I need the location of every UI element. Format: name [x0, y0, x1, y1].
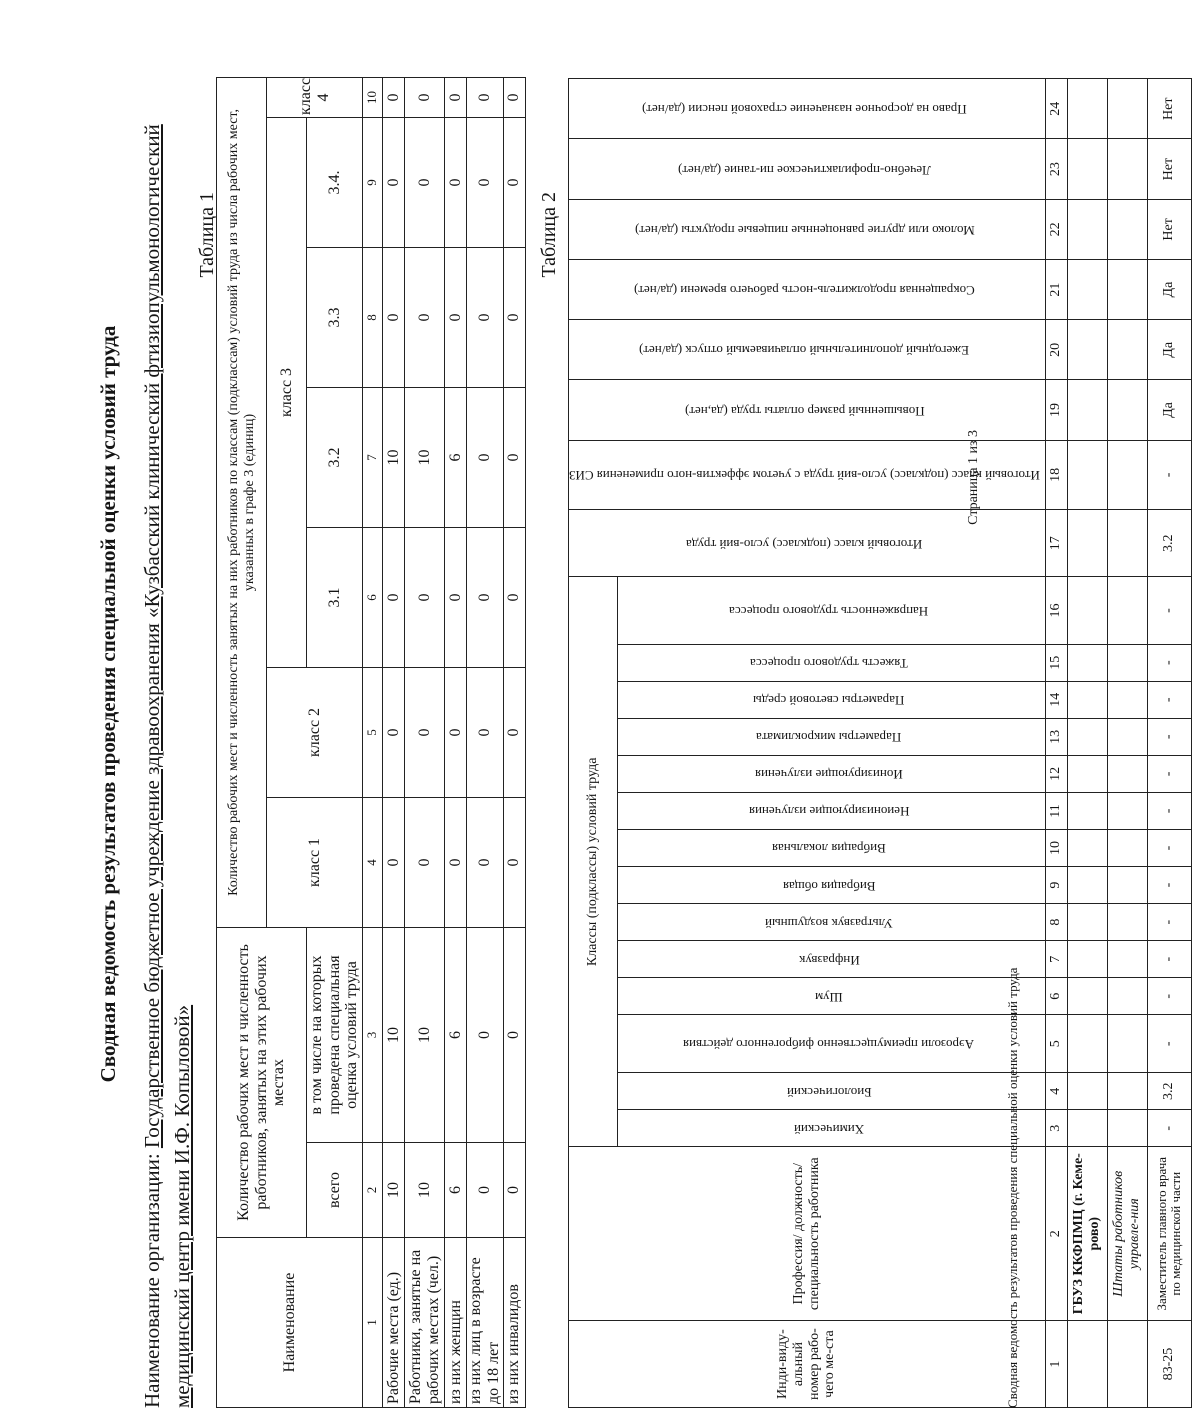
t2-colnum: 20: [1045, 320, 1067, 380]
t1-sub-32: 3.2: [307, 387, 363, 527]
t1-cell: 0: [445, 77, 467, 117]
t2-colnum: 7: [1045, 941, 1067, 978]
t1-cell: 0: [503, 247, 525, 387]
t2-header-21: Сокращенная продолжитель-ность рабочего времени (да/нет): [634, 283, 975, 299]
t1-cell: 0: [503, 1143, 525, 1238]
t2-header-20: Ежегодный дополнительный оплачиваемый отпуск (да/нет): [639, 343, 970, 359]
organization-line-1: [140, 124, 165, 1408]
t1-colnum: 10: [363, 77, 383, 117]
t2-org-row: ГБУЗ ККФПМЦ (г. Кеме-рово): [1067, 1147, 1107, 1321]
t2-cell: 3.2: [1147, 1073, 1191, 1110]
t2-colnum: 11: [1045, 792, 1067, 829]
t2-cell: Нет: [1147, 199, 1191, 259]
t1-cell: 6: [445, 927, 467, 1142]
table1-caption: Таблица 1: [196, 192, 218, 278]
t1-cell: 0: [503, 667, 525, 797]
t1-cell: 0: [467, 797, 504, 927]
organization-prefix: Наименование организации:: [140, 1148, 164, 1408]
t2-colnum: 9: [1045, 867, 1067, 904]
t1-cell: 6: [445, 387, 467, 527]
t2-cell: -: [1147, 1015, 1191, 1073]
t1-cell: 0: [405, 527, 445, 667]
t1-colnum: 2: [363, 1143, 383, 1238]
t2-cell: -: [1147, 941, 1191, 978]
document-title: Сводная ведомость результатов проведения специальной оценки условий труда: [96, 325, 120, 1083]
t1-header-count: Количество рабочих мест и численность работников, занятых на этих рабочих местах: [217, 927, 307, 1237]
t2-header-18: Итоговый класс (подкласс) усло-вий труда с учетом эффектив-ного применения СИЗ: [569, 468, 1040, 484]
t1-colnum: 7: [363, 387, 383, 527]
t2-factor: Вибрация общая: [782, 878, 876, 894]
t1-header-sout: в том числе на которых проведена специальная оценка условий труда: [307, 927, 363, 1142]
summary-table-2: [568, 78, 1192, 1408]
t1-class3: класс 3: [267, 117, 307, 667]
t2-cell: Да: [1147, 259, 1191, 319]
t1-cell: 10: [383, 387, 405, 527]
t2-factor: Неионизирующие излучения: [748, 804, 910, 820]
t2-colnum: 17: [1045, 510, 1067, 577]
t1-class4: класс 4: [267, 77, 363, 117]
t2-cell: 3.2: [1147, 510, 1191, 577]
t2-header-22: Молоко или другие равноценные пищевые продукты (да/нет): [634, 222, 975, 238]
t1-cell: 0: [467, 387, 504, 527]
table2-caption: Таблица 2: [538, 192, 560, 278]
t1-cell: 0: [467, 1143, 504, 1238]
table-row: [405, 77, 445, 1407]
page-number: Страница 1 из 3: [966, 430, 981, 525]
t1-colnum: 4: [363, 797, 383, 927]
t1-row-label: из них инвалидов: [503, 1238, 525, 1408]
table-row: [383, 77, 405, 1407]
t1-cell: 0: [467, 927, 504, 1142]
t1-class1: класс 1: [267, 797, 363, 927]
t2-colnum: 5: [1045, 1015, 1067, 1073]
t2-cell: -: [1147, 904, 1191, 941]
t2-workplace-id: 83-25: [1147, 1321, 1191, 1408]
t2-colnum: 23: [1045, 139, 1067, 199]
t2-header-24: Право на досрочное назначение страховой пенсии (да/нет): [642, 102, 967, 118]
t2-cell: -: [1147, 681, 1191, 718]
t2-cell: -: [1147, 1110, 1191, 1147]
table-row: [445, 77, 467, 1407]
t2-cell: -: [1147, 829, 1191, 866]
t1-class2: класс 2: [267, 667, 363, 797]
t1-header-name: Наименование: [217, 1238, 363, 1408]
t2-colnum: 4: [1045, 1073, 1067, 1110]
table-row: [503, 77, 525, 1407]
t2-header-17: Итоговый класс (подкласс) усло-вий труда: [686, 536, 923, 552]
t2-factor: Параметры световой среды: [753, 693, 905, 709]
t2-factor: Параметры микроклимата: [756, 730, 902, 746]
t1-cell: 0: [445, 667, 467, 797]
organization-name-1: Государственное бюджетное учреждение здравоохранения «Кузбасский клинический фтизиопульмонологический: [140, 124, 164, 1149]
t1-cell: 0: [445, 247, 467, 387]
t1-sub-33: 3.3: [307, 247, 363, 387]
t1-colnum: 9: [363, 117, 383, 247]
t1-row-label: Работники, занятые на рабочих местах (чел.): [405, 1238, 445, 1408]
t1-cell: 0: [503, 117, 525, 247]
t1-cell: 0: [445, 527, 467, 667]
organization-name-2: медицинский центр имени И.Ф. Копыловой»: [170, 1004, 194, 1408]
t2-colnum: 8: [1045, 904, 1067, 941]
t1-cell: 0: [503, 77, 525, 117]
t2-factor: Химический: [793, 1121, 865, 1137]
t1-header-total: всего: [307, 1143, 363, 1238]
t1-row-label: из них лиц в возрасте до 18 лет: [467, 1238, 504, 1408]
t1-cell: 0: [467, 117, 504, 247]
t1-cell: 10: [383, 927, 405, 1142]
t2-cell: -: [1147, 867, 1191, 904]
t1-cell: 0: [445, 797, 467, 927]
t2-cell: -: [1147, 440, 1191, 510]
t2-workplace-prof: Заместитель главного врача по медицинской части: [1147, 1147, 1191, 1321]
t2-header-classes: Классы (подклассы) условий труда: [569, 577, 618, 1147]
t2-colnum: 21: [1045, 259, 1067, 319]
t1-cell: 0: [467, 77, 504, 117]
t1-cell: 10: [383, 1143, 405, 1238]
t2-colnum: 16: [1045, 577, 1067, 644]
t1-colnum: 1: [363, 1238, 383, 1408]
t2-colnum: 24: [1045, 79, 1067, 139]
t2-cell: Да: [1147, 320, 1191, 380]
t1-cell: 0: [445, 117, 467, 247]
t2-factor: Ионизирующие излучения: [755, 767, 903, 783]
t2-cell: -: [1147, 792, 1191, 829]
t1-cell: 0: [383, 117, 405, 247]
t2-colnum: 15: [1045, 644, 1067, 681]
t1-cell: 0: [405, 797, 445, 927]
t1-cell: 0: [503, 387, 525, 527]
t2-cell: Нет: [1147, 79, 1191, 139]
t2-header-id: Инди-виду-альный номер рабо-чего ме-ста: [569, 1321, 1046, 1408]
t2-cell: -: [1147, 978, 1191, 1015]
t1-cell: 0: [405, 77, 445, 117]
t2-colnum: 2: [1045, 1147, 1067, 1321]
t2-colnum: 1: [1045, 1321, 1067, 1408]
footer-text: Сводная ведомость результатов проведения специальной оценки условий труда: [1005, 967, 1020, 1408]
t1-cell: 10: [405, 927, 445, 1142]
t1-colnum: 8: [363, 247, 383, 387]
t2-factor: Вибрация локальная: [772, 841, 886, 857]
t2-colnum: 10: [1045, 829, 1067, 866]
t2-cell: -: [1147, 755, 1191, 792]
t1-row-label: Рабочие места (ед.): [383, 1238, 405, 1408]
table-row: [1107, 79, 1147, 1408]
t1-colnum: 3: [363, 927, 383, 1142]
t1-cell: 0: [467, 667, 504, 797]
t2-colnum: 19: [1045, 380, 1067, 440]
t1-cell: 0: [503, 927, 525, 1142]
t2-cell: -: [1147, 644, 1191, 681]
t1-cell: 0: [405, 667, 445, 797]
t1-cell: 0: [503, 797, 525, 927]
t2-factor: Напряженность трудового процесса: [729, 603, 929, 619]
t1-cell: 10: [405, 1143, 445, 1238]
t2-colnum: 6: [1045, 978, 1067, 1015]
t2-cell: -: [1147, 577, 1191, 644]
t2-header-19: Повышенный размер оплаты труда (да,нет): [684, 403, 925, 419]
t2-colnum: 14: [1045, 681, 1067, 718]
t1-cell: 0: [467, 247, 504, 387]
t1-colnum: 6: [363, 527, 383, 667]
t2-factor: Шум: [815, 989, 843, 1005]
t2-colnum: 18: [1045, 440, 1067, 510]
t1-sub-31: 3.1: [307, 527, 363, 667]
table-row: [1147, 79, 1191, 1408]
summary-table-1: [216, 77, 526, 1408]
t2-factor: Аэрозоли преимущественно фиброгенного действия: [683, 1037, 975, 1053]
t1-cell: 10: [405, 387, 445, 527]
t1-cell: 0: [405, 247, 445, 387]
t2-header-23: Лечебно-профилактическое пи-тание (да/нет): [678, 162, 931, 178]
t2-factor: Биологический: [786, 1084, 872, 1100]
t2-header-prof: Профессия/ должность/ специальность работника: [569, 1147, 1046, 1321]
t2-colnum: 12: [1045, 755, 1067, 792]
t2-factor: Ультразвук воздушный: [764, 915, 893, 931]
t1-cell: 0: [383, 247, 405, 387]
t2-cell: Нет: [1147, 139, 1191, 199]
t2-factor: Тяжесть трудового процесса: [750, 656, 908, 672]
t1-colnum: 5: [363, 667, 383, 797]
t2-cell: Да: [1147, 380, 1191, 440]
t2-colnum: 13: [1045, 718, 1067, 755]
t1-cell: 0: [383, 797, 405, 927]
t1-cell: 0: [383, 527, 405, 667]
t2-cell: -: [1147, 718, 1191, 755]
t2-colnum: 3: [1045, 1110, 1067, 1147]
t1-cell: 0: [467, 527, 504, 667]
t1-sub-34: 3.4.: [307, 117, 363, 247]
t2-factor: Инфразвук: [798, 952, 860, 968]
table-row: [467, 77, 504, 1407]
t1-cell: 0: [383, 667, 405, 797]
t1-cell: 0: [405, 117, 445, 247]
t1-cell: 0: [503, 527, 525, 667]
t2-staff-row: Штаты работников управле-ния: [1107, 1147, 1147, 1321]
t1-cell: 6: [445, 1143, 467, 1238]
t1-row-label: из них женщин: [445, 1238, 467, 1408]
t1-header-classes: Количество рабочих мест и численность занятых на них работников по классам (подклассам) условий труда из числа рабочих мест, указанных в графе 3 (единиц): [217, 77, 267, 927]
t1-cell: 0: [383, 77, 405, 117]
t2-colnum: 22: [1045, 199, 1067, 259]
table-row: [1067, 79, 1107, 1408]
